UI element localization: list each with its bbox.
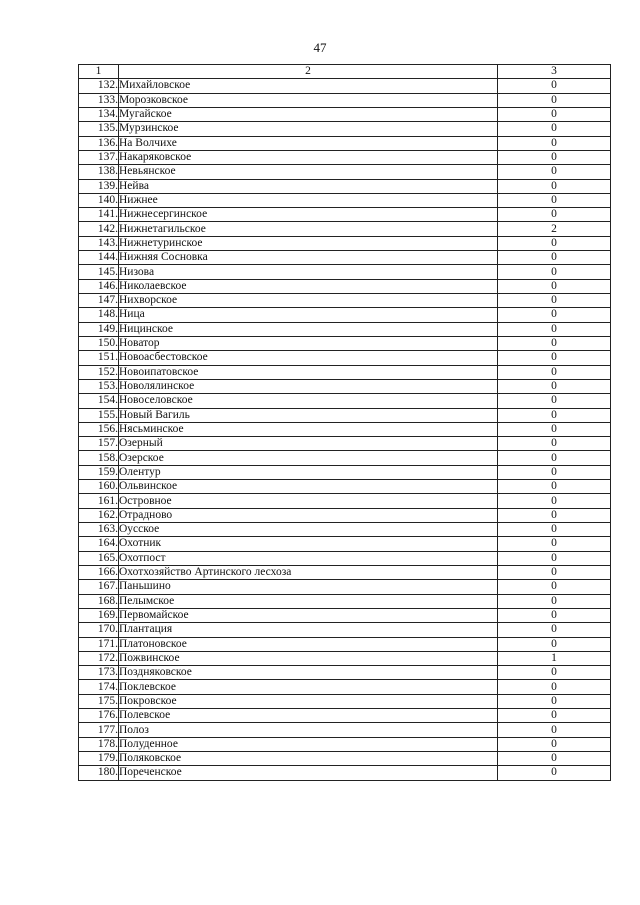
row-name-cell: Николаевское	[119, 279, 498, 293]
table-row	[79, 523, 611, 537]
row-number-cell: 173.	[79, 666, 119, 680]
row-name-cell: Отрадново	[119, 508, 498, 522]
row-number-cell: 156.	[79, 422, 119, 436]
row-number-cell: 151.	[79, 351, 119, 365]
row-value-cell: 0	[498, 208, 611, 222]
row-number-cell: 149.	[79, 322, 119, 336]
page-number: 47	[313, 40, 327, 55]
row-number-cell: 145.	[79, 265, 119, 279]
row-name-cell: Охотник	[119, 537, 498, 551]
table-row	[79, 565, 611, 579]
row-name-cell: Охотпост	[119, 551, 498, 565]
row-number-cell: 138.	[79, 165, 119, 179]
row-value-cell: 0	[498, 752, 611, 766]
row-name-cell: Морозковское	[119, 93, 498, 107]
row-number-cell: 154.	[79, 394, 119, 408]
row-number-cell: 160.	[79, 480, 119, 494]
row-value-cell: 0	[498, 408, 611, 422]
table-row	[79, 308, 611, 322]
table-row	[79, 265, 611, 279]
row-value-cell: 0	[498, 580, 611, 594]
table-row	[79, 766, 611, 780]
row-name-cell: Нижнетуринское	[119, 236, 498, 250]
row-value-cell: 0	[498, 193, 611, 207]
row-number-cell: 142.	[79, 222, 119, 236]
row-number-cell: 134.	[79, 107, 119, 121]
row-value-cell: 0	[498, 594, 611, 608]
table-row	[79, 394, 611, 408]
table-row	[79, 208, 611, 222]
table-row	[79, 222, 611, 236]
row-number-cell: 177.	[79, 723, 119, 737]
row-number-cell: 158.	[79, 451, 119, 465]
row-name-cell: Полевское	[119, 709, 498, 723]
row-value-cell: 0	[498, 709, 611, 723]
row-number-cell: 144.	[79, 251, 119, 265]
row-number-cell: 171.	[79, 637, 119, 651]
row-name-cell: Поклевское	[119, 680, 498, 694]
row-value-cell: 0	[498, 680, 611, 694]
row-value-cell: 0	[498, 465, 611, 479]
row-name-cell: Нейва	[119, 179, 498, 193]
row-value-cell: 0	[498, 236, 611, 250]
row-number-cell: 141.	[79, 208, 119, 222]
row-value-cell: 0	[498, 623, 611, 637]
row-value-cell: 0	[498, 694, 611, 708]
header-cell-number: 1	[79, 65, 119, 79]
table-row	[79, 437, 611, 451]
row-value-cell: 0	[498, 508, 611, 522]
row-number-cell: 163.	[79, 523, 119, 537]
row-name-cell: Нижняя Сосновка	[119, 251, 498, 265]
table-row	[79, 79, 611, 93]
row-name-cell: Пелымское	[119, 594, 498, 608]
row-value-cell: 0	[498, 122, 611, 136]
table-row	[79, 150, 611, 164]
row-number-cell: 132.	[79, 79, 119, 93]
row-name-cell: Новатор	[119, 336, 498, 350]
row-number-cell: 135.	[79, 122, 119, 136]
row-value-cell: 0	[498, 165, 611, 179]
row-number-cell: 178.	[79, 737, 119, 751]
row-number-cell: 179.	[79, 752, 119, 766]
row-name-cell: Платоновское	[119, 637, 498, 651]
table-row	[79, 551, 611, 565]
row-value-cell: 0	[498, 494, 611, 508]
table-row	[79, 236, 611, 250]
row-name-cell: Нихворское	[119, 294, 498, 308]
row-value-cell: 0	[498, 351, 611, 365]
row-value-cell: 0	[498, 766, 611, 780]
table-row	[79, 379, 611, 393]
row-name-cell: Новоселовское	[119, 394, 498, 408]
table-row	[79, 422, 611, 436]
table-row	[79, 666, 611, 680]
table-row	[79, 136, 611, 150]
row-number-cell: 168.	[79, 594, 119, 608]
row-number-cell: 170.	[79, 623, 119, 637]
row-value-cell: 0	[498, 79, 611, 93]
row-number-cell: 155.	[79, 408, 119, 422]
row-value-cell: 0	[498, 551, 611, 565]
row-number-cell: 140.	[79, 193, 119, 207]
table-row	[79, 294, 611, 308]
row-name-cell: Озерское	[119, 451, 498, 465]
row-name-cell: Ницинское	[119, 322, 498, 336]
row-value-cell: 0	[498, 608, 611, 622]
table-row	[79, 122, 611, 136]
table-row	[79, 279, 611, 293]
row-name-cell: Новый Вагиль	[119, 408, 498, 422]
table-row	[79, 494, 611, 508]
row-number-cell: 159.	[79, 465, 119, 479]
row-name-cell: Мугайское	[119, 107, 498, 121]
row-value-cell: 0	[498, 322, 611, 336]
row-value-cell: 0	[498, 136, 611, 150]
table-row	[79, 351, 611, 365]
table-row	[79, 451, 611, 465]
row-value-cell: 0	[498, 336, 611, 350]
row-number-cell: 175.	[79, 694, 119, 708]
row-name-cell: Невьянское	[119, 165, 498, 179]
header-cell-value: 3	[498, 65, 611, 79]
table-row	[79, 107, 611, 121]
row-name-cell: Озерный	[119, 437, 498, 451]
row-number-cell: 152.	[79, 365, 119, 379]
row-number-cell: 167.	[79, 580, 119, 594]
row-number-cell: 133.	[79, 93, 119, 107]
table-row	[79, 165, 611, 179]
row-value-cell: 0	[498, 394, 611, 408]
table-row	[79, 752, 611, 766]
table-row	[79, 508, 611, 522]
row-value-cell: 0	[498, 723, 611, 737]
row-name-cell: Ница	[119, 308, 498, 322]
row-value-cell: 0	[498, 379, 611, 393]
table-row	[79, 365, 611, 379]
row-number-cell: 139.	[79, 179, 119, 193]
table-row	[79, 694, 611, 708]
table-row	[79, 480, 611, 494]
row-number-cell: 169.	[79, 608, 119, 622]
row-name-cell: Олентур	[119, 465, 498, 479]
table-row	[79, 680, 611, 694]
row-name-cell: Оусское	[119, 523, 498, 537]
row-number-cell: 174.	[79, 680, 119, 694]
row-value-cell: 0	[498, 93, 611, 107]
row-number-cell: 148.	[79, 308, 119, 322]
table-row	[79, 179, 611, 193]
row-value-cell: 0	[498, 150, 611, 164]
row-name-cell: Островное	[119, 494, 498, 508]
table-row	[79, 737, 611, 751]
row-number-cell: 162.	[79, 508, 119, 522]
row-value-cell: 0	[498, 480, 611, 494]
row-value-cell: 0	[498, 437, 611, 451]
row-name-cell: Поздняковское	[119, 666, 498, 680]
row-number-cell: 166.	[79, 565, 119, 579]
row-name-cell: Новолялинское	[119, 379, 498, 393]
row-value-cell: 0	[498, 251, 611, 265]
row-name-cell: Нижнетагильское	[119, 222, 498, 236]
row-name-cell: Покровское	[119, 694, 498, 708]
row-value-cell: 0	[498, 308, 611, 322]
row-value-cell: 0	[498, 422, 611, 436]
row-name-cell: Нясьминское	[119, 422, 498, 436]
row-name-cell: Первомайское	[119, 608, 498, 622]
row-value-cell: 0	[498, 294, 611, 308]
row-name-cell: Мурзинское	[119, 122, 498, 136]
row-number-cell: 176.	[79, 709, 119, 723]
row-number-cell: 146.	[79, 279, 119, 293]
row-name-cell: Михайловское	[119, 79, 498, 93]
row-name-cell: Паньшино	[119, 580, 498, 594]
table-row	[79, 322, 611, 336]
row-value-cell: 0	[498, 737, 611, 751]
row-value-cell: 0	[498, 565, 611, 579]
table-row	[79, 580, 611, 594]
table-row	[79, 93, 611, 107]
row-value-cell: 0	[498, 537, 611, 551]
table-row	[79, 336, 611, 350]
row-name-cell: Поляковское	[119, 752, 498, 766]
row-name-cell: Плантация	[119, 623, 498, 637]
row-number-cell: 153.	[79, 379, 119, 393]
table-row	[79, 251, 611, 265]
table-row	[79, 608, 611, 622]
table-row	[79, 709, 611, 723]
row-number-cell: 150.	[79, 336, 119, 350]
table-row	[79, 465, 611, 479]
row-number-cell: 137.	[79, 150, 119, 164]
row-number-cell: 143.	[79, 236, 119, 250]
row-number-cell: 165.	[79, 551, 119, 565]
row-name-cell: Пореченское	[119, 766, 498, 780]
row-name-cell: Накаряковское	[119, 150, 498, 164]
row-value-cell: 0	[498, 265, 611, 279]
row-name-cell: На Волчихе	[119, 136, 498, 150]
table-row	[79, 623, 611, 637]
table-row	[79, 408, 611, 422]
table-row	[79, 723, 611, 737]
row-number-cell: 157.	[79, 437, 119, 451]
row-name-cell: Новоипатовское	[119, 365, 498, 379]
table-row	[79, 651, 611, 665]
row-name-cell: Новоасбестовское	[119, 351, 498, 365]
data-table	[78, 64, 611, 781]
row-number-cell: 147.	[79, 294, 119, 308]
row-name-cell: Нижнесергинское	[119, 208, 498, 222]
row-value-cell: 0	[498, 179, 611, 193]
row-number-cell: 172.	[79, 651, 119, 665]
row-name-cell: Полуденное	[119, 737, 498, 751]
header-cell-name: 2	[119, 65, 498, 79]
row-name-cell: Полоз	[119, 723, 498, 737]
table-row	[79, 594, 611, 608]
row-value-cell: 0	[498, 107, 611, 121]
row-value-cell: 0	[498, 666, 611, 680]
row-name-cell: Охотхозяйство Артинского лесхоза	[119, 565, 498, 579]
row-name-cell: Ольвинское	[119, 480, 498, 494]
row-number-cell: 136.	[79, 136, 119, 150]
row-name-cell: Пожвинское	[119, 651, 498, 665]
row-value-cell: 0	[498, 451, 611, 465]
table-row	[79, 537, 611, 551]
row-value-cell: 0	[498, 637, 611, 651]
row-value-cell: 2	[498, 222, 611, 236]
row-name-cell: Нижнее	[119, 193, 498, 207]
row-value-cell: 0	[498, 365, 611, 379]
table-row	[79, 193, 611, 207]
row-number-cell: 164.	[79, 537, 119, 551]
row-number-cell: 161.	[79, 494, 119, 508]
row-value-cell: 0	[498, 279, 611, 293]
row-name-cell: Низова	[119, 265, 498, 279]
table-row	[79, 637, 611, 651]
table-header-row	[79, 65, 611, 79]
row-number-cell: 180.	[79, 766, 119, 780]
row-value-cell: 1	[498, 651, 611, 665]
row-value-cell: 0	[498, 523, 611, 537]
